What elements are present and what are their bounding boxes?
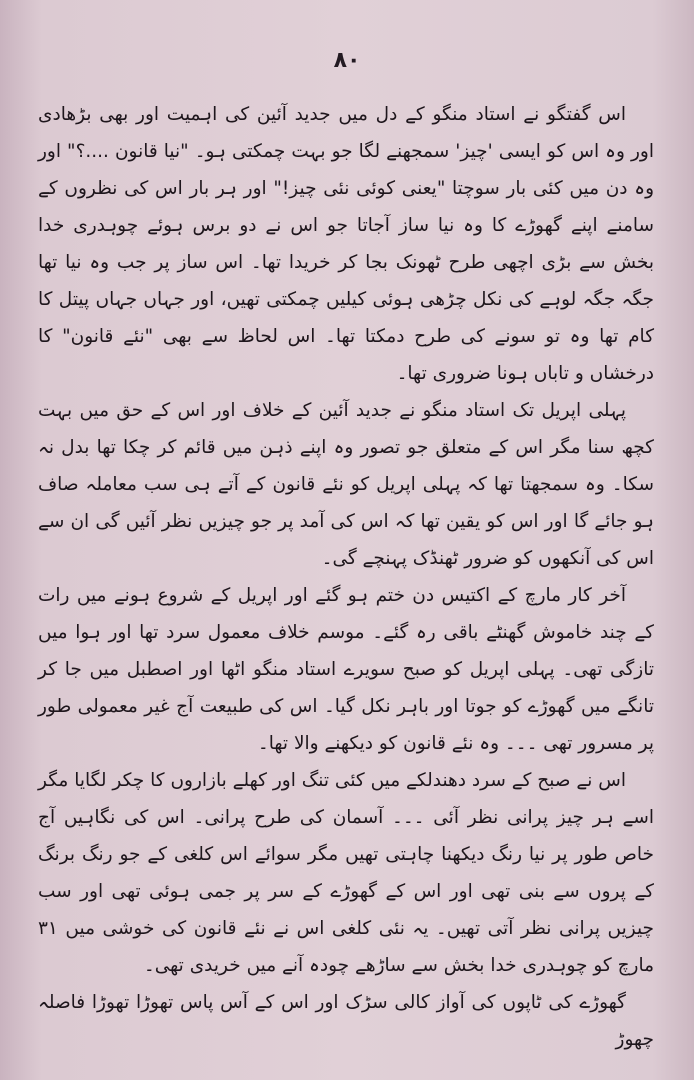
paragraph: آخر کار مارچ کے اکتیس دن ختم ہو گئے اور اپریل کے شروع ہونے میں رات کے چند خاموش گھنٹے باقی رہ گئے۔ موسم خلاف معمول سرد تھا اور ہوا میں تازگی تھی۔ پہلی اپریل کو صبح سویرے استاد منگو اٹھا اور اصطبل میں جا کر تانگے میں گھوڑے کو جوتا اور باہر نکل گیا۔ اس کی طبیعت آج غیر معمولی طور پر مسرور تھی ۔۔۔ وہ نئے قانون کو دیکھنے والا تھا۔ bbox=[38, 585, 654, 754]
paragraph: اس گفتگو نے استاد منگو کے دل میں جدید آئین کی اہمیت اور بھی بڑھادی اور وہ اس کو ایسی 'چیز' سمجھنے لگا جو بہت چمکتی ہو۔ "نیا قانون ....؟" اور وہ دن میں کئی بار سوچتا "یعنی کوئی نئی چیز!" اور ہر بار اس کی نظروں کے سامنے اپنے گھوڑے کا وہ نیا ساز آجاتا جو اس نے دو برس ہوئے چوہدری خدا بخش سے بڑی اچھی طرح ٹھونک بجا کر خریدا تھا۔ اس ساز پر جب وہ نیا تھا جگہ جگہ لوہے کی نکل چڑھی ہوئی کیلیں چمکتی تھیں، اور جہاں جہاں پیتل کا کام تھا وہ تو سونے کی طرح دمکتا تھا۔ اس لحاظ سے بھی "نئے قانون" کا درخشاں و تاباں ہونا ضروری تھا۔ bbox=[38, 104, 654, 384]
paragraph: پہلی اپریل تک استاد منگو نے جدید آئین کے خلاف اور اس کے حق میں بہت کچھ سنا مگر اس کے متعلق جو تصور وہ اپنے ذہن میں قائم کر چکا تھا بدل نہ سکا۔ وہ سمجھتا تھا کہ پہلی اپریل کو نئے قانون کے آتے ہی سب معاملہ صاف ہو جائے گا اور اس کو یقین تھا کہ اس کی آمد پر جو چیزیں نظر آئیں گی ان سے اس کی آنکھوں کو ضرور ٹھنڈک پہنچے گی۔ bbox=[38, 400, 654, 569]
page-number: ۸۰ bbox=[333, 48, 361, 73]
paragraph: اس نے صبح کے سرد دھندلکے میں کئی تنگ اور کھلے بازاروں کا چکر لگایا مگر اسے ہر چیز پرانی نظر آئی ۔۔۔ آسمان کی طرح پرانی۔ اس کی نگاہیں آج خاص طور پر نیا رنگ دیکھنا چاہتی تھیں مگر سوائے اس کلغی کے جو رنگ برنگ کے پروں سے بنی تھی اور اس کے گھوڑے کے سر پر جمی ہوئی تھی اور سب چیزیں پرانی نظر آتی تھیں۔ یہ نئی کلغی اس نے نئے قانون کی خوشی میں ۳۱ مارچ کو چوہدری خدا بخش سے ساڑھے چودہ آنے میں خریدی تھی۔ bbox=[38, 770, 654, 976]
page-body bbox=[38, 96, 654, 1058]
paragraph: گھوڑے کی ٹاپوں کی آواز کالی سڑک اور اس کے آس پاس تھوڑا تھوڑا فاصلہ چھوڑ bbox=[38, 992, 654, 1050]
